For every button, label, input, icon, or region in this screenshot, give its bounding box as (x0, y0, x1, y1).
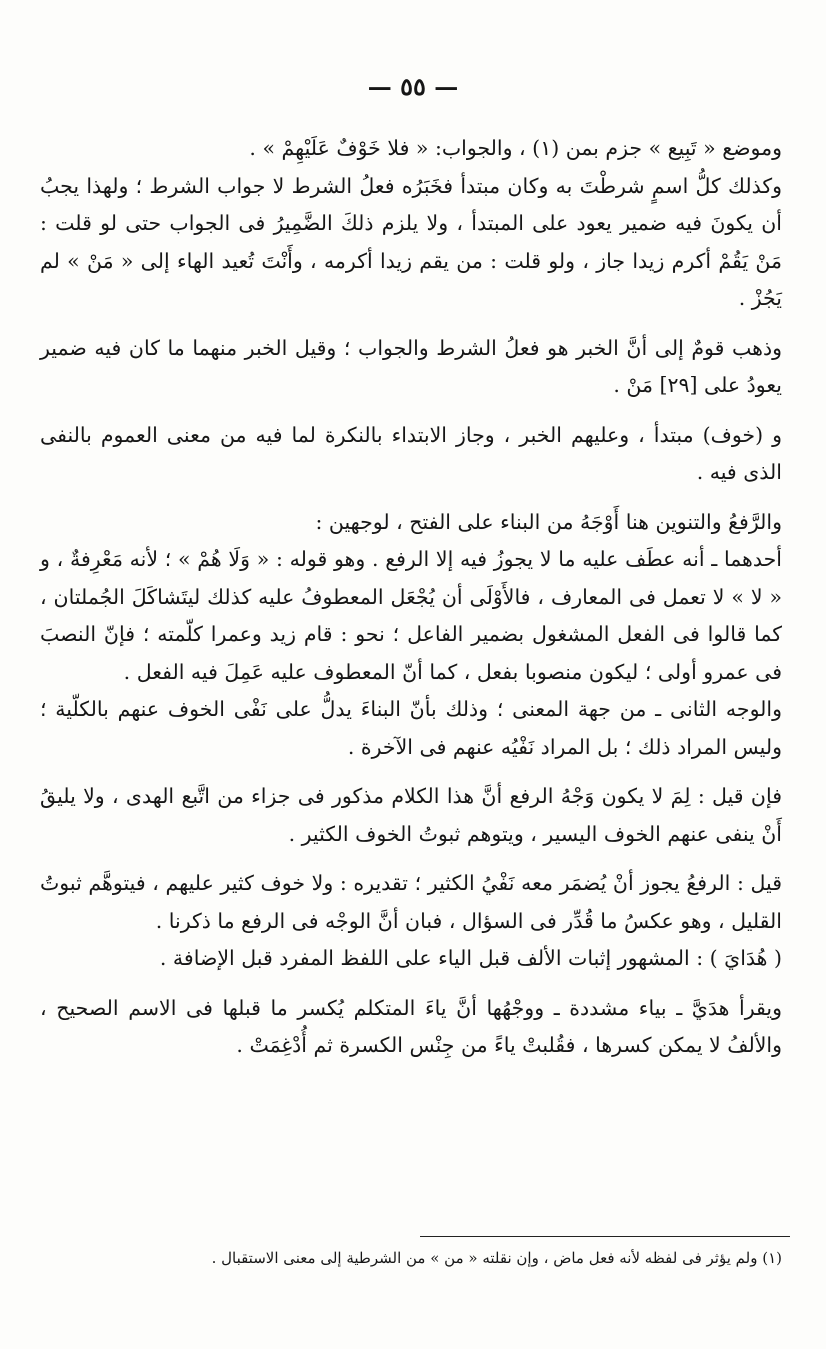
paragraph: فإن قيل : لِمَ لا يكون وَجْهُ الرفع أنَّ هذا الكلام مذكور فى جزاء من اتَّبع الهدى ، ولا يليقُ أَنْ ينفى عنهم الخوف اليسير ، ويتوهم ثبوتُ الخوف الكثير . (40, 784, 782, 846)
paragraph: والوجه الثانى ـ من جهة المعنى ؛ وذلك بأنّ البناءَ يدلُّ على نَفْى الخوف عنهم بالكلّية ؛ وليس المراد ذلك ؛ بل المراد نَفْيُه عنهم فى الآخرة . (40, 697, 782, 759)
paragraph: وذهب قومٌ إلى أنَّ الخبر هو فعلُ الشرط والجواب ؛ وقيل الخبر منهما ما كان فيه ضمير يعودُ على [٢٩] مَنْ . (40, 335, 782, 397)
paragraph-gap (40, 405, 782, 417)
paragraph-gap (40, 492, 782, 504)
paragraph-gap (40, 853, 782, 865)
paragraph: والرَّفعُ والتنوين هنا أَوْجَهُ من البناء على الفتح ، لوجهين : (315, 509, 782, 534)
footnote: (١) ولم يؤثر فى لفظه لأنه فعل ماض ، وإن نقلته « من » من الشرطية إلى معنى الاستقبال . (211, 1249, 782, 1267)
paragraph: و (خوف) مبتدأ ، وعليهم الخبر ، وجاز الابتداء بالنكرة لما فيه من معنى العموم بالنفى الذى فيه . (40, 422, 782, 484)
paragraph: ( هُدَايَ ) : المشهور إثبات الألف قبل الياء على اللفظ المفرد قبل الإضافة . (159, 946, 782, 970)
paragraph: أحدهما ـ أنه عطَف عليه ما لا يجوزُ فيه إلا الرفع . وهو قوله : « وَلَا هُمْ » ؛ لأنه مَعْرِفةٌ ، و « لا » لا تعمل فى المعارف ، فالأَوْلَى أن يُجْعَل المعطوفُ عليه كذلك ليتَشاكَلَ الجُملتان ، كما قالوا فى الفعل المشغول بضمير الفاعل ؛ نحو : قام زيد وعمرا كلّمته ؛ فإنّ النصبَ فى عمرو أولى ؛ ليكون منصوبا بفعل ، كما أنّ المعطوف عليه عَمِلَ فيه الفعل . (40, 547, 782, 684)
paragraph: قيل : الرفعُ يجوز أنْ يُضمَر معه نَفْيُ الكثير ؛ تقديره : ولا خوف كثير عليهم ، فيتوهَّم ثبوتُ القليل ، وهو عكسُ ما قُدِّر فى السؤال ، فبان أنَّ الوجْه فى الرفع ما ذكرنا . (40, 871, 782, 933)
paragraph-gap (40, 978, 782, 990)
paragraph: وموضع « تَبِيع » جزم بمن (١) ، والجواب: « فلا خَوْفٌ عَلَيْهِمْ » . (249, 136, 782, 160)
paragraph: وكذلك كلُّ اسمٍ شرطْتَ به وكان مبتدأ فخَبَرُه فعلُ الشرط لا جواب الشرط ؛ ولهذا يجبُ أن يكونَ فيه ضمير يعود على المبتدأ ، ولا يلزم ذلكَ الضَّمِيرُ فى الجواب حتى لو قلت : مَنْ يَقُمْ أكرم زيدا جاز ، ولو قلت : من يقم زيدا أكرمه ، وأَنْتَ تُعيد الهاء إلى « مَنْ » لم يَجُزْ . (40, 173, 782, 310)
paragraph-gap (40, 766, 782, 778)
page-number: — ٥٥ — (367, 72, 459, 101)
paragraph: ويقرأ هدَيَّ ـ بياء مشددة ـ ووجْهُها أنَّ ياءَ المتكلم يُكسر ما قبلها فى الاسم الصحيح ، والألفُ لا يمكن كسرها ، فقُلبتْ ياءً من جِنْس الكسرة ثم أُدْغِمَتْ . (40, 995, 782, 1057)
main-text (40, 130, 782, 1065)
paragraph-gap (40, 318, 782, 330)
footnote-divider (420, 1236, 790, 1237)
